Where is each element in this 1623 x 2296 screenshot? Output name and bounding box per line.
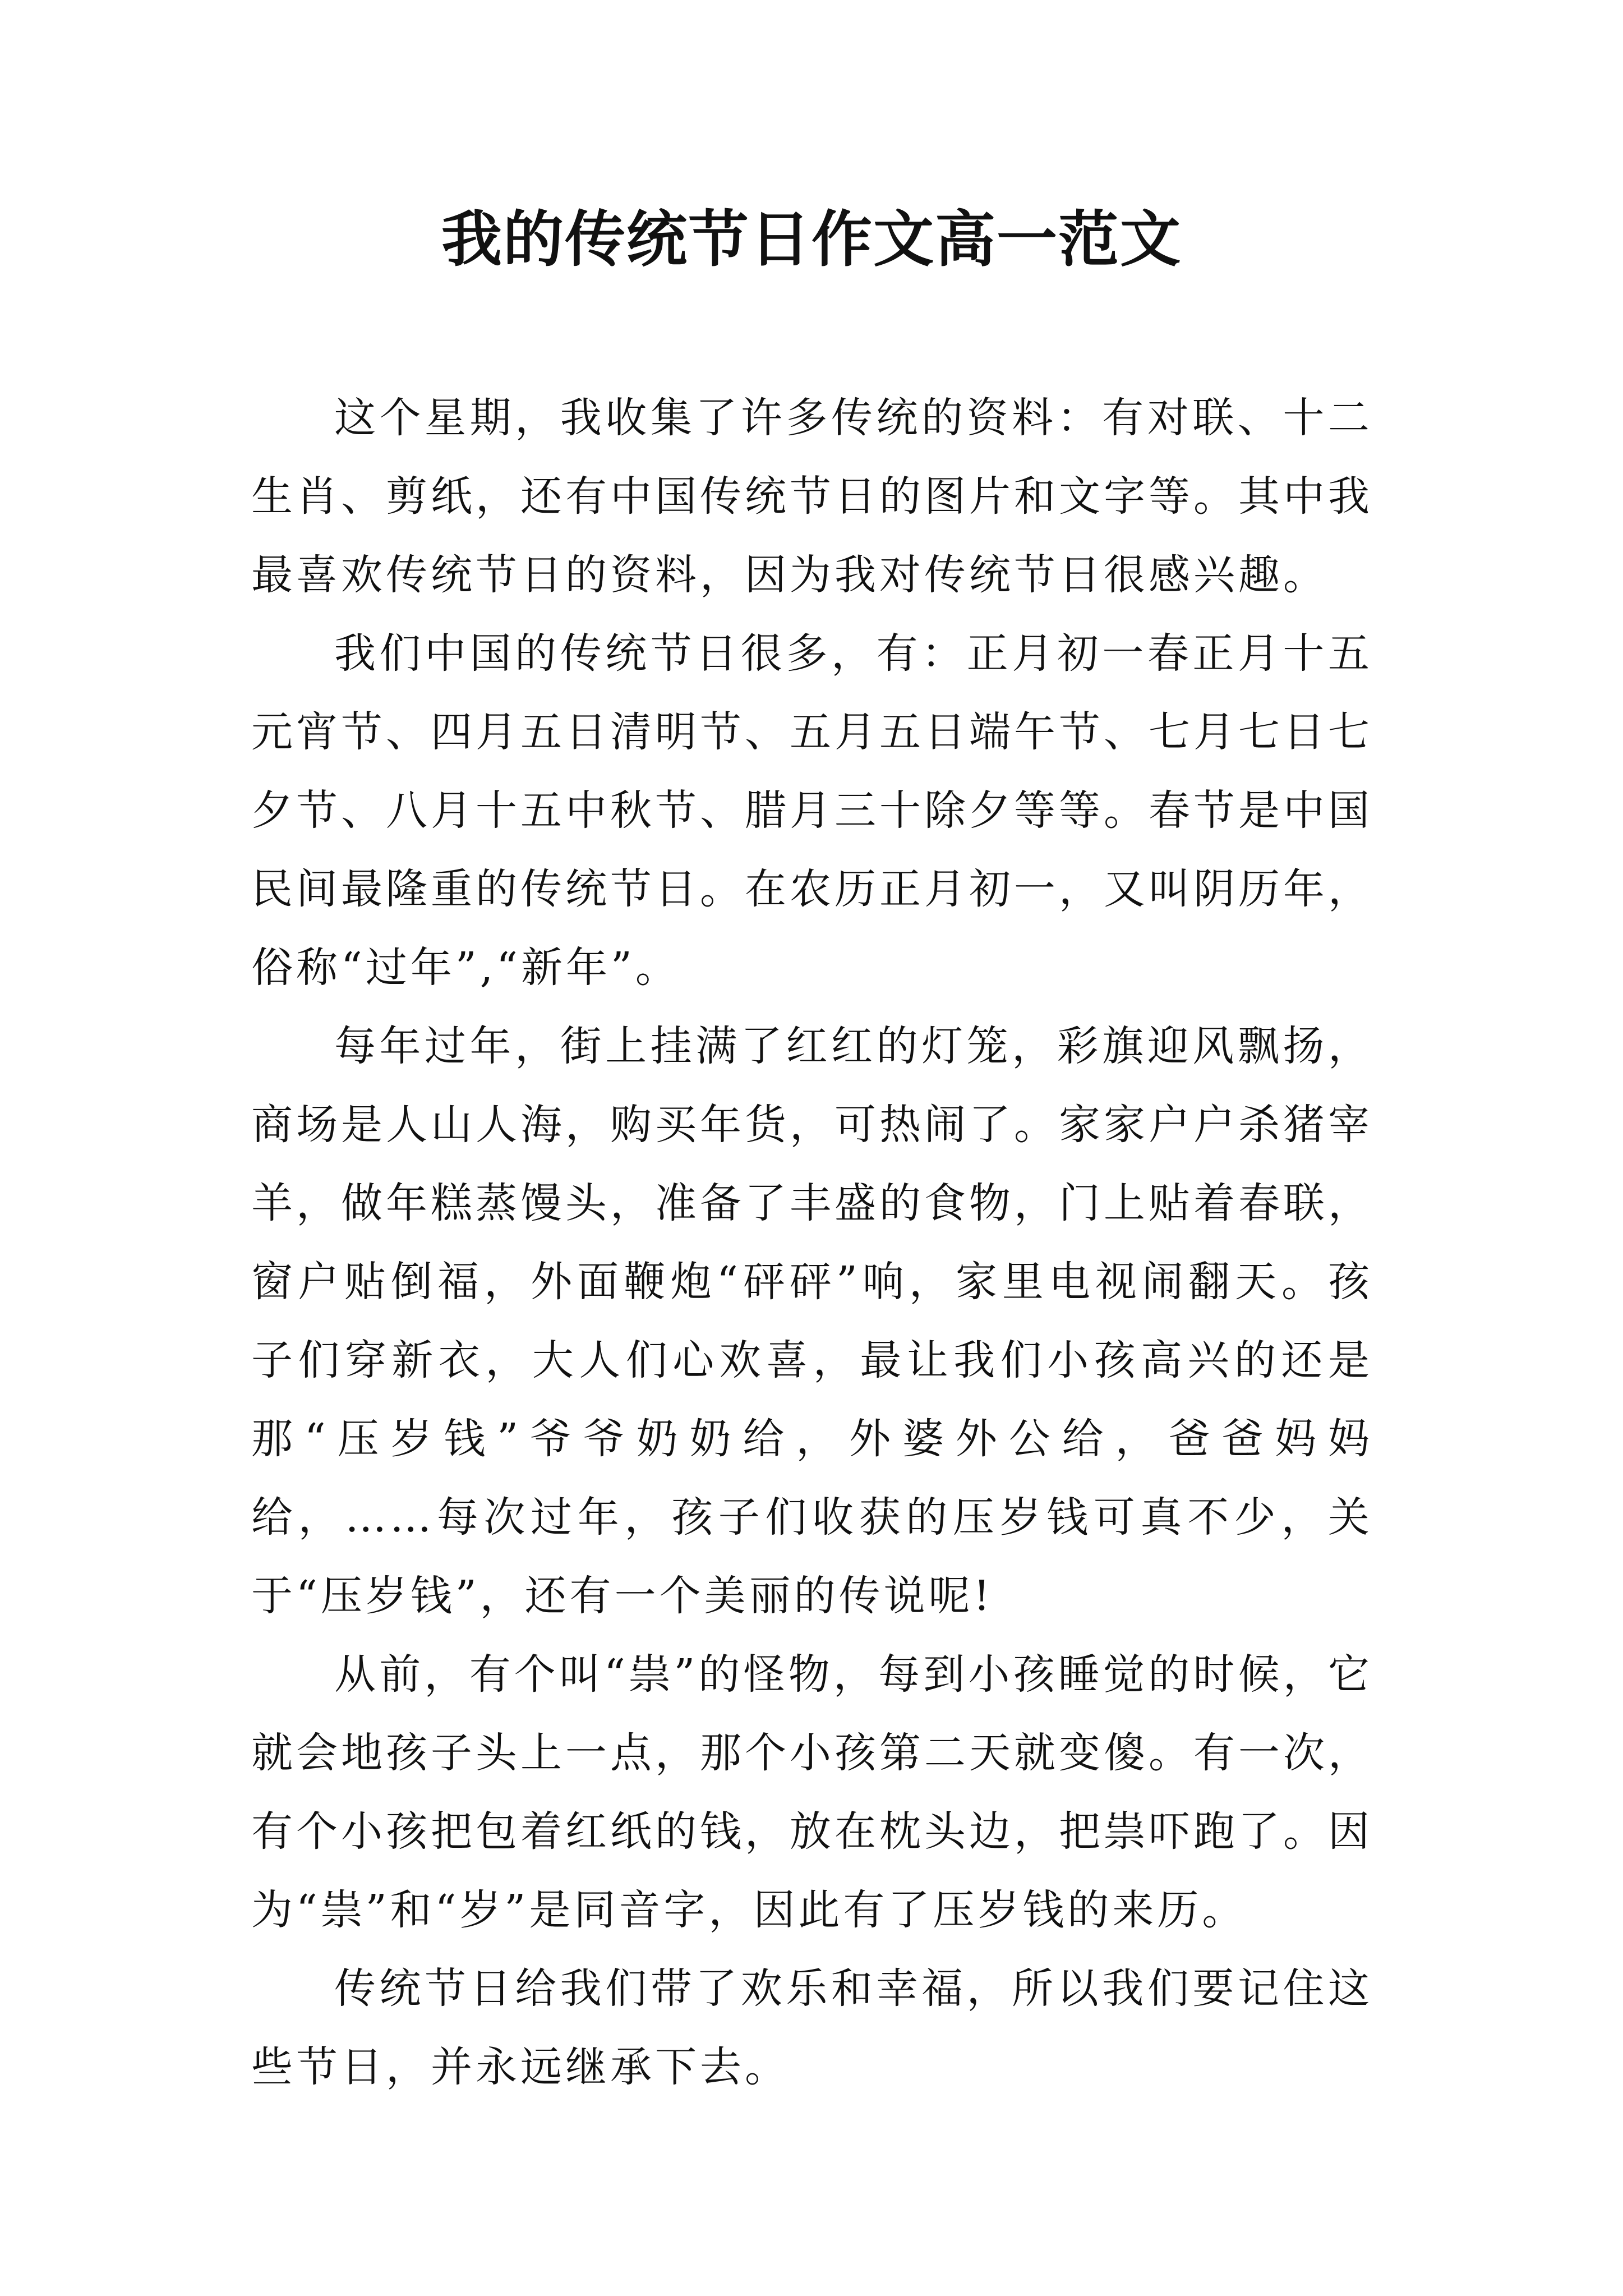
paragraph: 这个星期，我收集了许多传统的资料：有对联、十二生肖、剪纸，还有中国传统节日的图片和文字等。其中我最喜欢传统节日的资料，因为我对传统节日很感兴趣。 [251,394,1373,599]
paragraph: 从前，有个叫“祟”的怪物，每到小孩睡觉的时候，它就会地孩子头上一点，那个小孩第二天就变傻。有一次，有个小孩把包着红纸的钱，放在枕头边，把祟吓跑了。因为“祟”和“岁”是同音字，因此有了压岁钱的来历。 [251,1650,1373,1934]
document-title: 我的传统节日作文高一范文 [441,204,1182,275]
paragraph: 传统节日给我们带了欢乐和幸福，所以我们要记住这些节日，并永远继承下去。 [251,1964,1373,2091]
paragraph: 我们中国的传统节日很多，有：正月初一春正月十五元宵节、四月五日清明节、五月五日端午节、七月七日七夕节、八月十五中秋节、腊月三十除夕等等。春节是中国民间最隆重的传统节日。在农历正月初一，又叫阴历年，俗称“过年”,“新年”。 [251,629,1373,992]
document-body [251,379,1373,2106]
paragraph: 每年过年，街上挂满了红红的灯笼，彩旗迎风飘扬，商场是人山人海，购买年货，可热闹了。家家户户杀猪宰羊，做年糕蒸馒头，准备了丰盛的食物，门上贴着春联，窗户贴倒福，外面鞭炮“砰砰”响，家里电视闹翻天。孩子们穿新衣，大人们心欢喜，最让我们小孩高兴的还是那“压岁钱”爷爷奶奶给，外婆外公给，爸爸妈妈给，……每次过年，孩子们收获的压岁钱可真不少，关于“压岁钱”，还有一个美丽的传说呢! [251,1022,1373,1620]
